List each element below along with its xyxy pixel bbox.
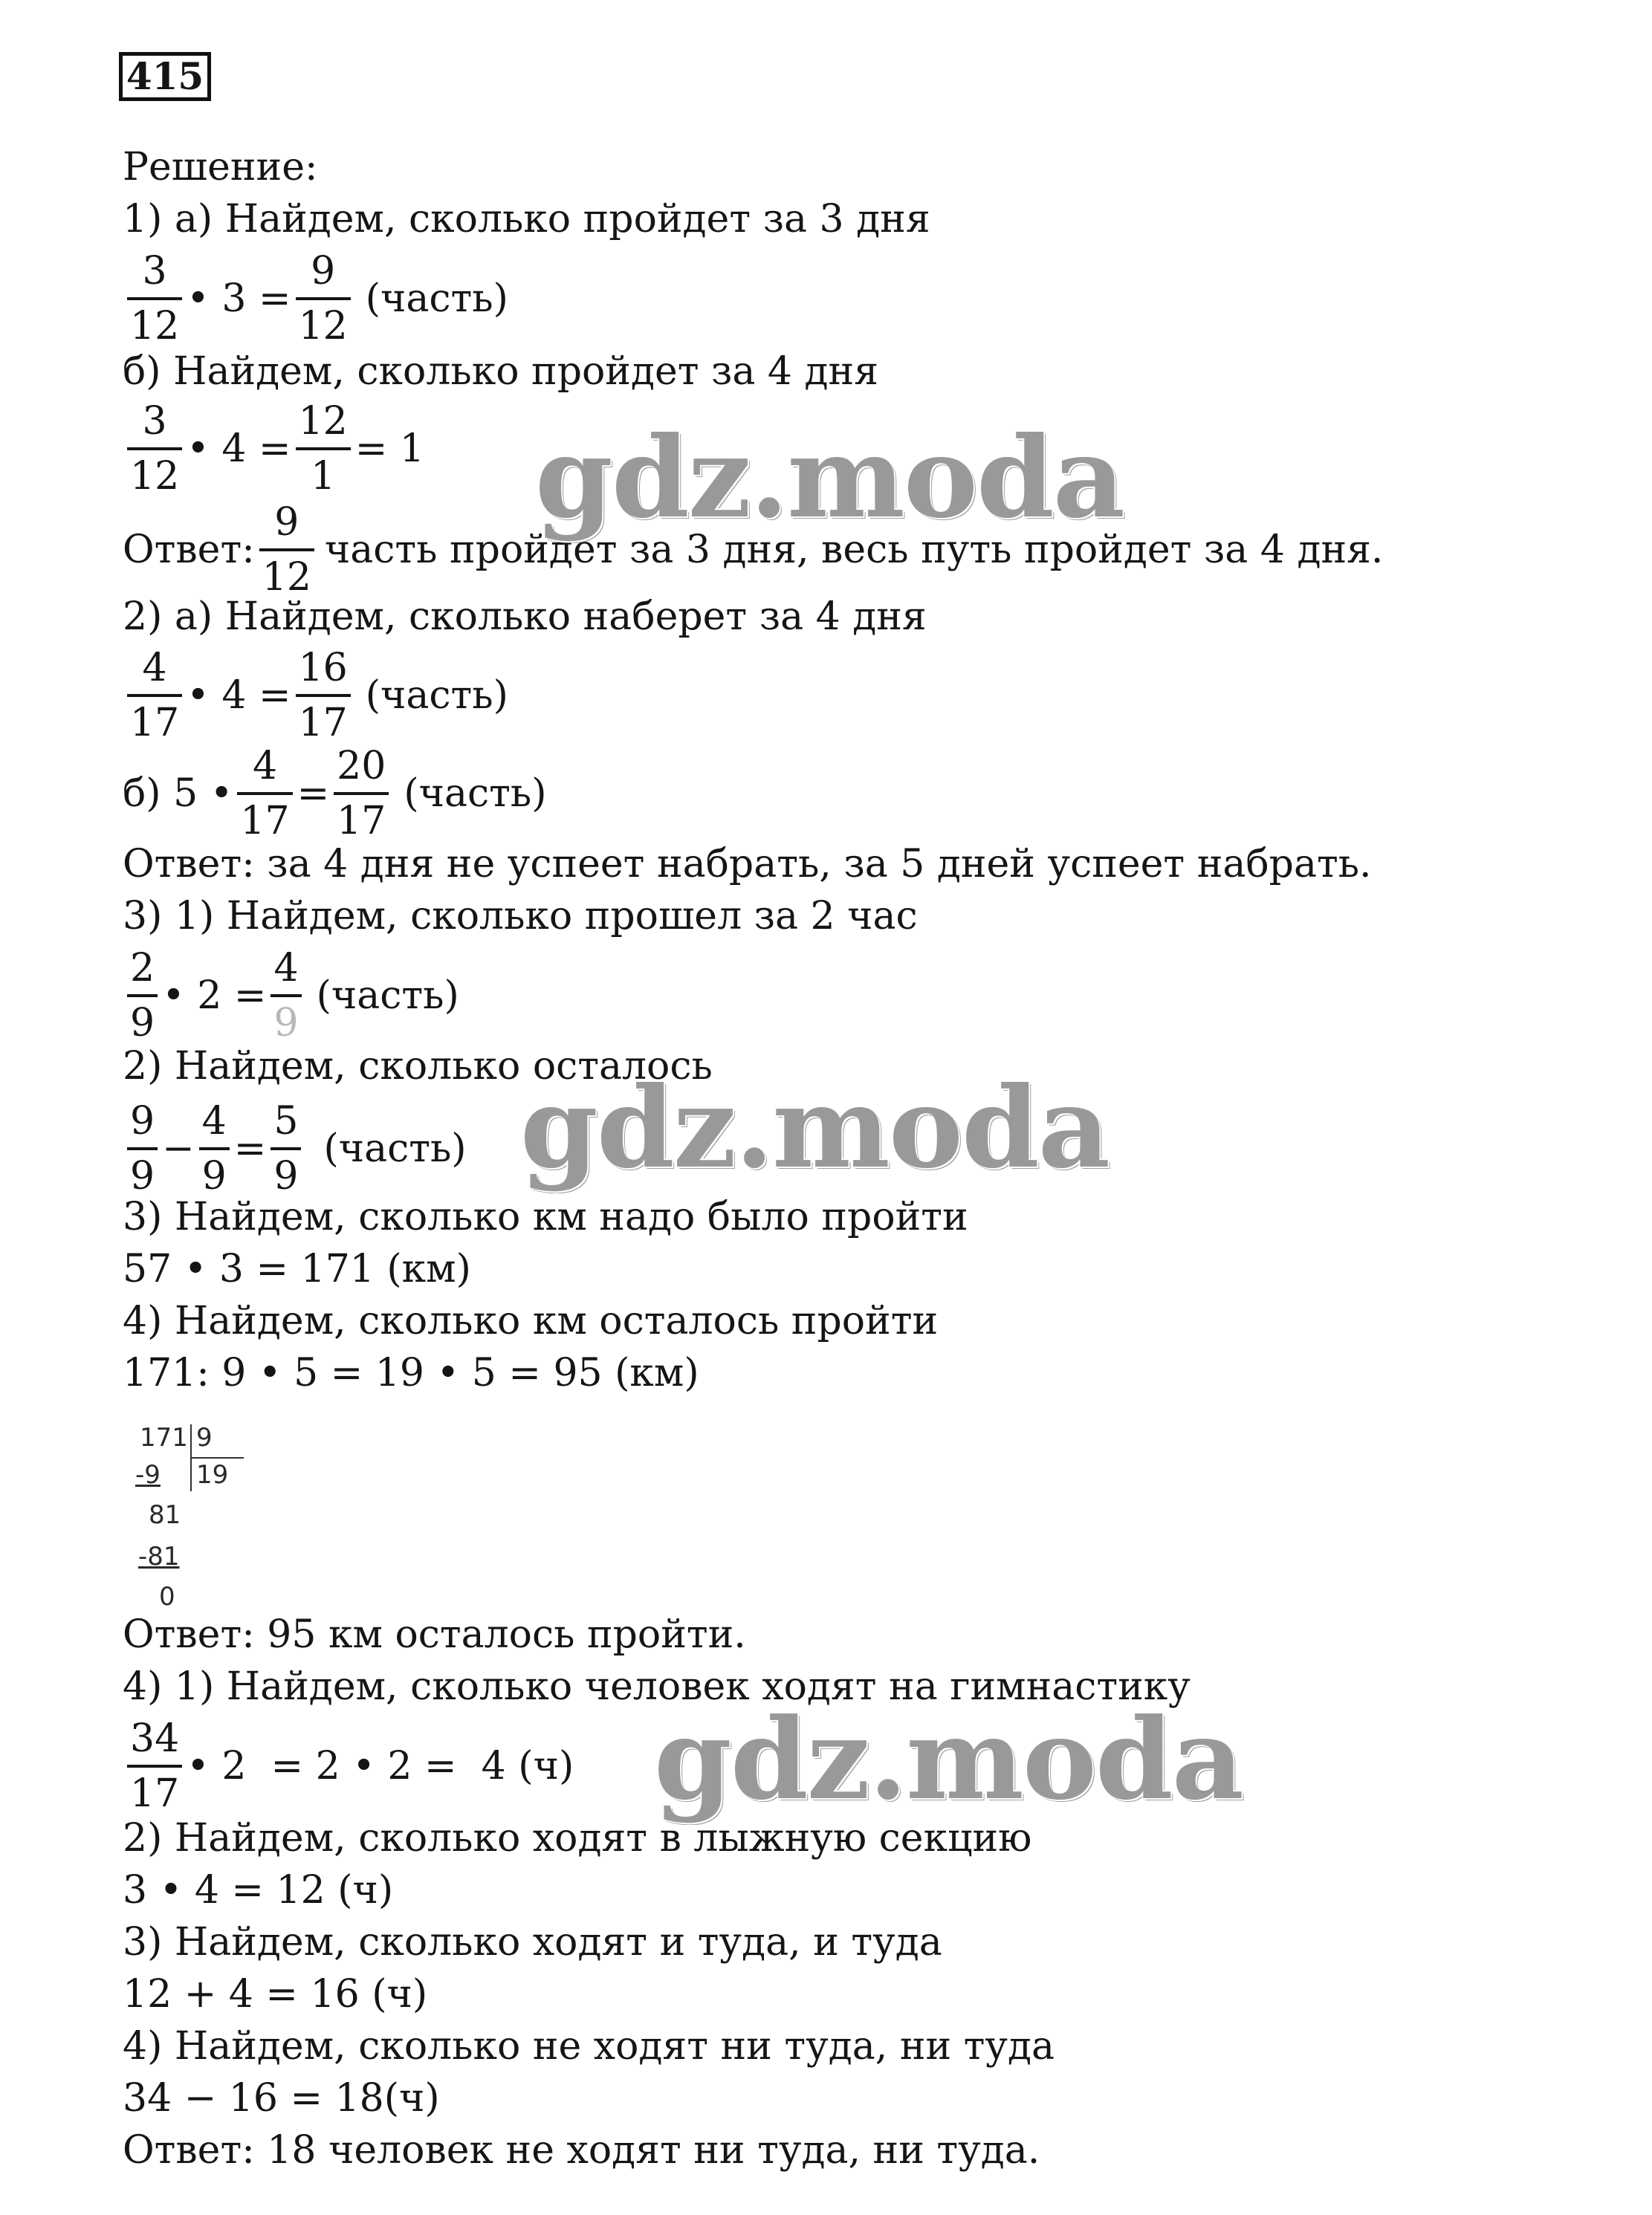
- step-4-4-equation: 34 − 16 = 18(ч): [123, 2076, 440, 2121]
- fraction: $\frac{3}{12}$: [127, 245, 182, 352]
- first-remainder: 81: [149, 1500, 181, 1530]
- fraction: $\frac{9}{12}$: [259, 496, 314, 603]
- answer-3: Ответ: 95 км осталось пройти.: [123, 1612, 746, 1657]
- step-4-4-text: 4) Найдем, сколько не ходят ни туда, ни туда: [123, 2024, 1055, 2069]
- fraction: $\frac{5}{9}$: [271, 1095, 301, 1202]
- divisor: 9: [196, 1423, 213, 1453]
- fraction: $\frac{20}{17}$: [334, 740, 389, 847]
- step-3-4-equation: 171: 9 • 5 = 19 • 5 = 95 (км): [123, 1351, 699, 1395]
- step-3-1-equation: $\frac{2}{9}$ • 2 = $\frac{4}{9}$ (часть): [123, 942, 459, 1049]
- fraction: $\frac{9}{12}$: [296, 245, 351, 352]
- step-4-2-text: 2) Найдем, сколько ходят в лыжную секцию: [123, 1816, 1032, 1861]
- step-4-1-text: 4) 1) Найдем, сколько человек ходят на гимнастику: [123, 1664, 1191, 1709]
- step-3-2-text: 2) Найдем, сколько осталось: [123, 1044, 713, 1089]
- problem-number: 415: [119, 52, 211, 101]
- step-1b-equation: $\frac{3}{12}$ • 4 = $\frac{12}{1}$ = 1: [123, 395, 424, 502]
- answer-4: Ответ: 18 человек не ходят ни туда, ни туда.: [123, 2128, 1040, 2173]
- step-1a-equation: $\frac{3}{12}$ • 3 = $\frac{9}{12}$ (часть): [123, 245, 508, 352]
- fraction: $\frac{4}{9}$: [271, 942, 301, 1049]
- fraction: $\frac{16}{17}$: [296, 642, 351, 749]
- step-3-1-text: 3) 1) Найдем, сколько прошел за 2 час: [123, 894, 918, 938]
- answer-2: Ответ: за 4 дня не успеет набрать, за 5 дней успеет набрать.: [123, 842, 1372, 886]
- fraction: $\frac{2}{9}$: [127, 942, 158, 1049]
- fraction: $\frac{4}{17}$: [237, 740, 292, 847]
- fraction: $\frac{4}{17}$: [127, 642, 182, 749]
- step-4-3-equation: 12 + 4 = 16 (ч): [123, 1972, 428, 2017]
- step-4-1-equation: $\frac{34}{17}$ • 2 = 2 • 2 = 4 (ч): [123, 1713, 574, 1820]
- second-subtrahend: -81: [138, 1542, 180, 1572]
- watermark: gdz.moda: [654, 1694, 1243, 1825]
- step-3-3-equation: 57 • 3 = 171 (км): [123, 1247, 471, 1291]
- long-division: [134, 1423, 268, 1624]
- answer-1: Ответ: $\frac{9}{12}$ часть пройдет за 3 дня, весь путь пройдет за 4 дня.: [123, 496, 1383, 603]
- step-4-2-equation: 3 • 4 = 12 (ч): [123, 1868, 394, 1913]
- watermark: gdz.moda: [535, 412, 1124, 543]
- step-2b-equation: б) 5 • $\frac{4}{17}$ = $\frac{20}{17}$ (часть): [123, 740, 547, 847]
- fraction: $\frac{4}{9}$: [199, 1095, 230, 1202]
- solution-heading: Решение:: [123, 145, 318, 189]
- final-remainder: 0: [159, 1582, 175, 1612]
- fraction: $\frac{34}{17}$: [127, 1713, 182, 1820]
- step-1b-text: б) Найдем, сколько пройдет за 4 дня: [123, 349, 879, 394]
- step-2a-equation: $\frac{4}{17}$ • 4 = $\frac{16}{17}$ (часть): [123, 642, 508, 749]
- first-subtrahend: -9: [135, 1460, 161, 1490]
- watermark: gdz.moda: [520, 1063, 1110, 1193]
- step-3-3-text: 3) Найдем, сколько км надо было пройти: [123, 1195, 968, 1239]
- step-2a-text: 2) а) Найдем, сколько наберет за 4 дня: [123, 594, 927, 639]
- step-1a-text: 1) а) Найдем, сколько пройдет за 3 дня: [123, 197, 930, 241]
- quotient: 19: [196, 1460, 229, 1490]
- step-4-3-text: 3) Найдем, сколько ходят и туда, и туда: [123, 1920, 942, 1965]
- dividend: 171: [140, 1423, 188, 1453]
- step-3-2-equation: $\frac{9}{9}$ − $\frac{4}{9}$ = $\frac{5}{9}$ (часть): [123, 1095, 467, 1202]
- fraction: $\frac{12}{1}$: [296, 395, 351, 502]
- fraction: $\frac{3}{12}$: [127, 395, 182, 502]
- fraction: $\frac{9}{9}$: [127, 1095, 158, 1202]
- division-horizontal-line: [190, 1457, 244, 1459]
- step-3-4-text: 4) Найдем, сколько км осталось пройти: [123, 1299, 939, 1343]
